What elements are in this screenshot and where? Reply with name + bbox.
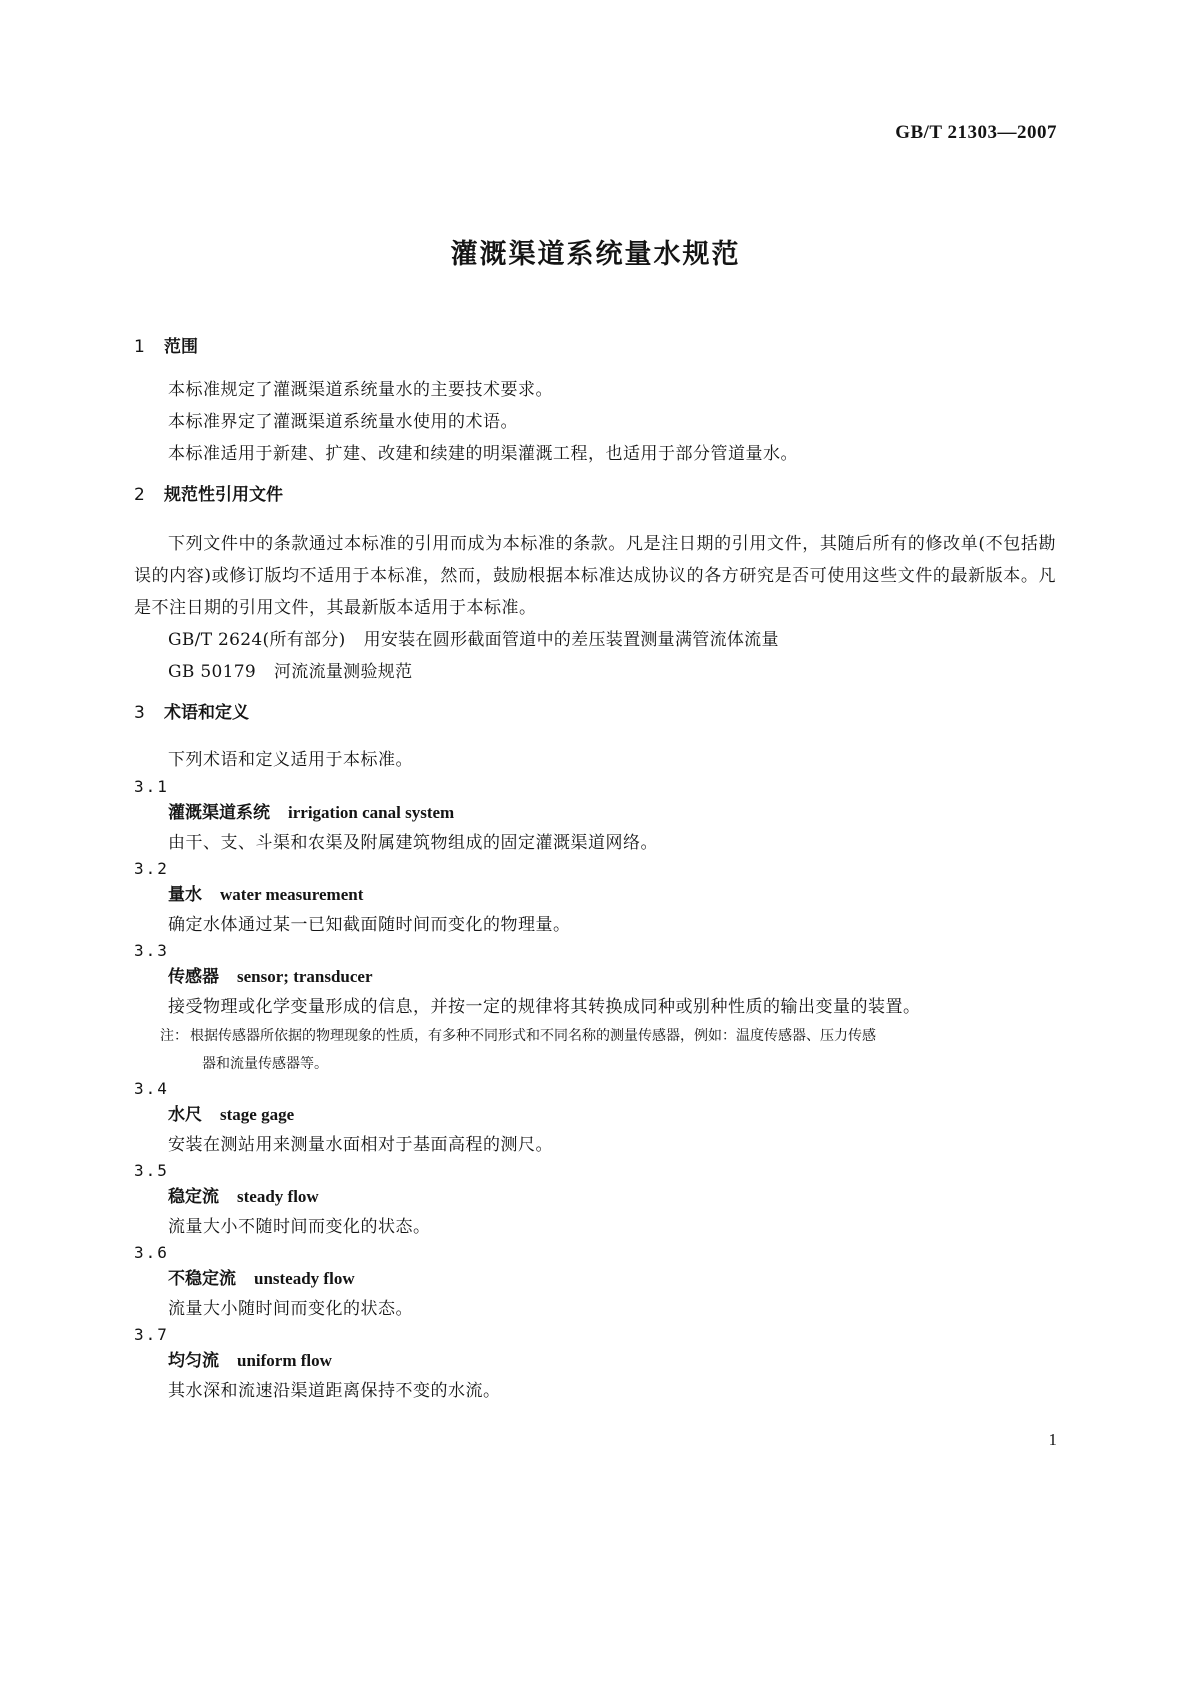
term-number: 3.1 (134, 777, 169, 796)
term-number: 3.4 (134, 1079, 169, 1098)
term-name (134, 1100, 1056, 1130)
section-terms-definitions (134, 702, 1056, 1406)
page-number: 1 (1048, 1430, 1057, 1449)
reference-title: 河流流量测验规范 (273, 662, 413, 682)
reference-code: GB 50179 (168, 662, 256, 682)
term-name (134, 1264, 1056, 1294)
term-entry (134, 776, 1056, 858)
paragraph: 本标准适用于新建、扩建、改建和续建的明渠灌溉工程，也适用于部分管道量水。 (168, 444, 798, 464)
paragraph: 下列文件中的条款通过本标准的引用而成为本标准的条款。凡是注日期的引用文件，其随后所有的修改单(不包括勘误的内容)或修订版均不适用于本标准，然而，鼓励根据本标准达成协议的各方研究是否可使用这些文件的最新版本。凡是不注日期的引用文件，其最新版本适用于本标准。 (134, 534, 1056, 618)
reference-item (134, 656, 1056, 688)
term-name-en: stage gage (220, 1105, 295, 1124)
term-definition: 由干、支、斗渠和农渠及附属建筑物组成的固定灌溉渠道网络。 (168, 833, 658, 853)
term-name-en: irrigation canal system (288, 803, 455, 822)
term-name-zh: 量水 (168, 885, 202, 905)
term-name-zh: 均匀流 (168, 1351, 219, 1371)
term-entry (134, 1078, 1056, 1160)
term-entry (134, 858, 1056, 940)
term-number: 3.6 (134, 1243, 169, 1262)
reference-title: 用安装在圆形截面管道中的差压装置测量满管流体流量 (363, 630, 779, 650)
reference-code: GB/T 2624(所有部分) (168, 630, 346, 650)
term-name-zh: 稳定流 (168, 1187, 219, 1207)
note-text: 根据传感器所依据的物理现象的性质，有多种不同形式和不同名称的测量传感器，例如：温度传感器、压力传感 (190, 1028, 876, 1044)
term-definition: 流量大小随时间而变化的状态。 (168, 1299, 413, 1319)
term-name (134, 798, 1056, 828)
section-title: 规范性引用文件 (164, 485, 283, 505)
term-number: 3.5 (134, 1161, 169, 1180)
section-heading (134, 702, 1056, 724)
term-name-zh: 不稳定流 (168, 1269, 236, 1289)
term-definition: 确定水体通过某一已知截面随时间而变化的物理量。 (168, 915, 571, 935)
section-scope (134, 336, 1056, 470)
term-name-en: steady flow (237, 1187, 319, 1206)
term-name-en: uniform flow (237, 1351, 332, 1370)
term-name-zh: 水尺 (168, 1105, 202, 1125)
term-name-en: sensor; transducer (237, 967, 373, 986)
paragraph: 本标准界定了灌溉渠道系统量水使用的术语。 (168, 412, 518, 432)
section-heading (134, 336, 1056, 358)
section-number: 1 (134, 337, 145, 357)
term-definition: 接受物理或化学变量形成的信息，并按一定的规律将其转换成同种或别种性质的输出变量的装置。 (168, 997, 921, 1017)
term-entry (134, 1324, 1056, 1406)
term-entry (134, 1160, 1056, 1242)
term-name (134, 1346, 1056, 1376)
term-number: 3.3 (134, 941, 169, 960)
section-normative-references (134, 484, 1056, 688)
note-label: 注： (160, 1028, 188, 1044)
term-entry (134, 1242, 1056, 1324)
section-title: 术语和定义 (164, 703, 249, 723)
term-definition: 其水深和流速沿渠道距离保持不变的水流。 (168, 1381, 501, 1401)
reference-item (134, 624, 1056, 656)
section-heading (134, 484, 1056, 506)
term-name-en: water measurement (220, 885, 364, 904)
section-number: 3 (134, 703, 145, 723)
term-note-continuation: 器和流量传感器等。 (202, 1056, 328, 1072)
term-name-en: unsteady flow (254, 1269, 355, 1288)
term-name-zh: 传感器 (168, 967, 219, 987)
paragraph: 本标准规定了灌溉渠道系统量水的主要技术要求。 (168, 380, 553, 400)
document-title: 灌溉渠道系统量水规范 (450, 239, 741, 270)
section-number: 2 (134, 485, 145, 505)
term-definition: 安装在测站用来测量水面相对于基面高程的测尺。 (168, 1135, 553, 1155)
term-entry (134, 940, 1056, 1078)
document-body (134, 336, 1056, 1406)
term-name-zh: 灌溉渠道系统 (168, 803, 270, 823)
term-note (134, 1022, 1056, 1050)
term-number: 3.2 (134, 859, 169, 878)
section-title: 范围 (164, 337, 198, 357)
term-name (134, 880, 1056, 910)
term-definition: 流量大小不随时间而变化的状态。 (168, 1217, 431, 1237)
standard-code: GB/T 21303—2007 (895, 122, 1057, 143)
paragraph: 下列术语和定义适用于本标准。 (168, 750, 413, 770)
term-name (134, 1182, 1056, 1212)
term-name (134, 962, 1056, 992)
term-number: 3.7 (134, 1325, 169, 1344)
